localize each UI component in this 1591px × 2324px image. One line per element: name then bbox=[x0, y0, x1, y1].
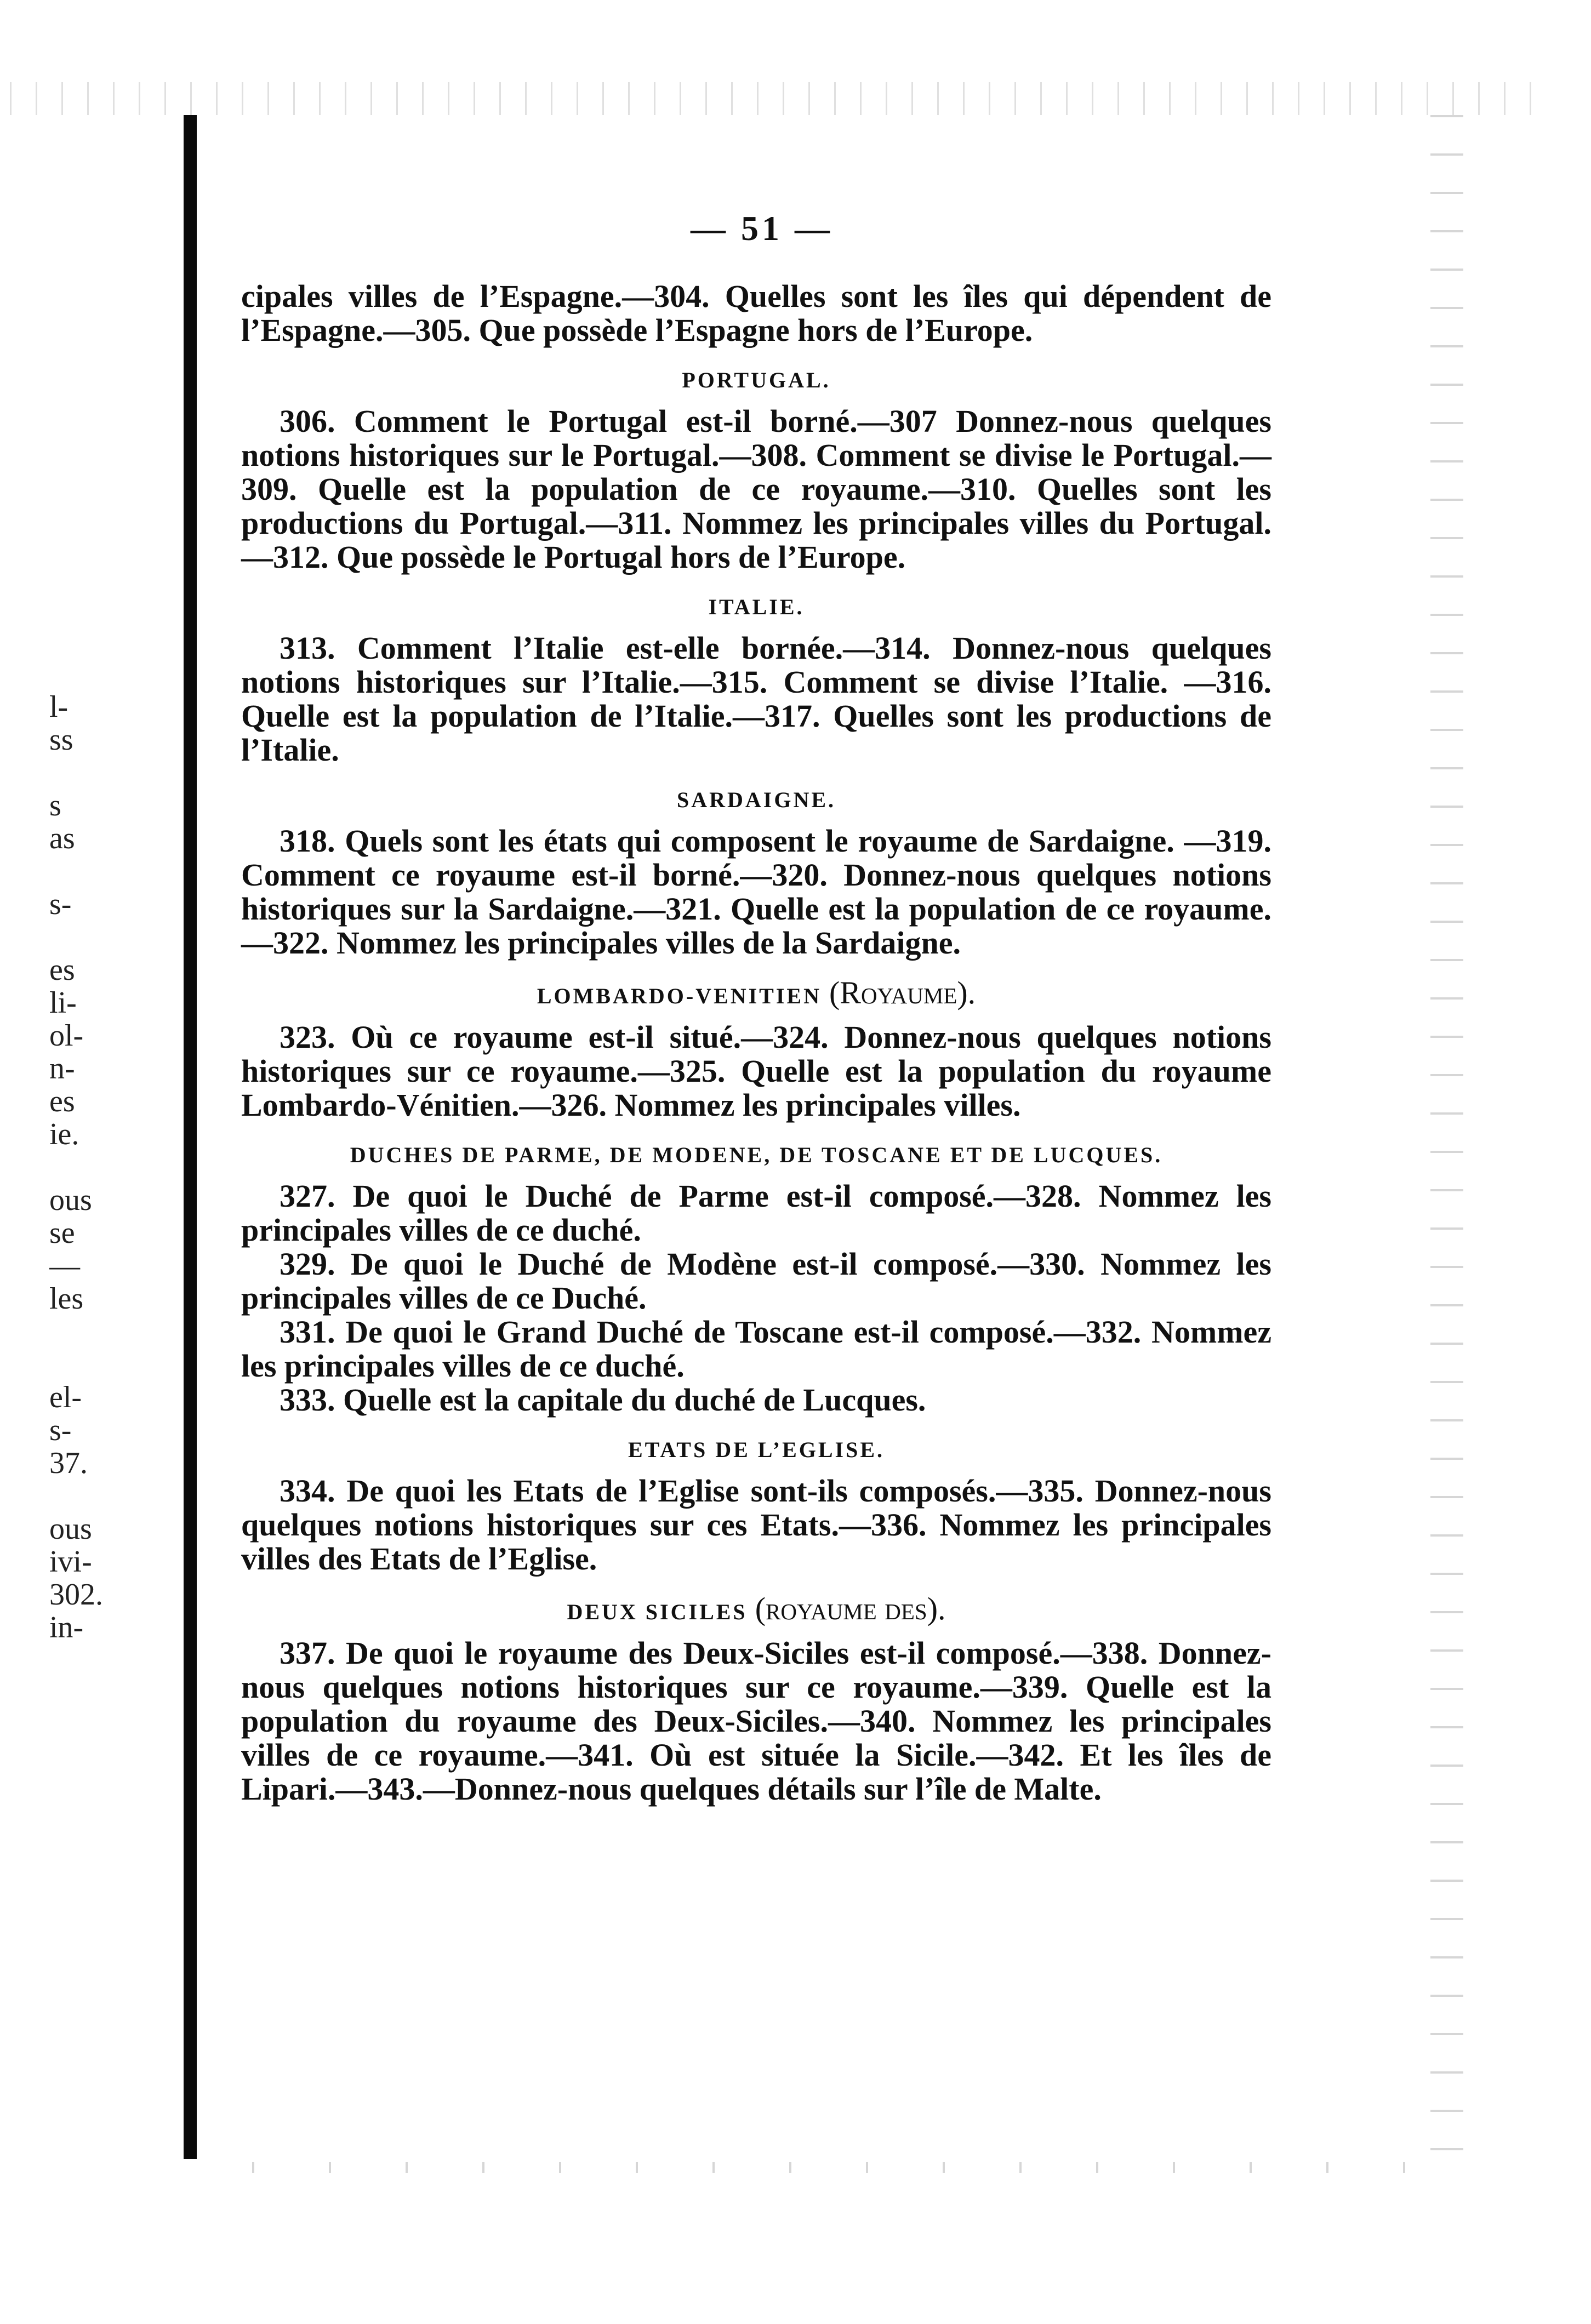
margin-fragment: ie. bbox=[49, 1118, 79, 1151]
question-paragraph: 331. De quoi le Grand Duché de Toscane est-il composé.—332. Nommez les principales villes de ce duché. bbox=[241, 1314, 1271, 1384]
question-paragraph: 327. De quoi le Duché de Parme est-il composé.—328. Nommez les principales villes de ce duché. bbox=[241, 1178, 1271, 1248]
margin-fragment bbox=[49, 756, 181, 789]
margin-fragment: n- bbox=[49, 1052, 75, 1085]
margin-fragment bbox=[49, 1315, 181, 1348]
margin-fragment: s- bbox=[49, 1414, 72, 1447]
margin-fragment: es bbox=[49, 1085, 75, 1118]
question-paragraph: 337. De quoi le royaume des Deux-Siciles est-il composé.—338. Donnez-nous quelques notions historiques sur ce royaume.—339. Quelle est la population du royaume des Deux-Siciles.—340. Nommez les principales villes de ce royaume.—341. Où est située la Sicile.—342. Et les îles de Lipari.—343.—Donnez-nous quelques détails sur l’île de Malte. bbox=[241, 1635, 1271, 1807]
question-paragraph: 333. Quelle est la capitale du duché de Lucques. bbox=[280, 1382, 926, 1418]
question-paragraph: 313. Comment l’Italie est-elle bornée.—314. Donnez-nous quelques notions historiques sur l’Italie.—315. Comment se divise l’Italie. —316. Quelle est la population de l’Italie.—317. Quelles sont les productions de l’Italie. bbox=[241, 630, 1271, 768]
question-paragraph: 306. Comment le Portugal est-il borné.—307 Donnez-nous quelques notions historiques sur le Portugal.—308. Comment se divise le Portugal.—309. Quelle est la population de ce royaume.—310. Quelles sont les productions du Portugal.—311. Nommez les principales villes du Portugal.—312. Que possède le Portugal hors de l’Europe. bbox=[241, 403, 1271, 575]
section-heading-text: DEUX SICILES bbox=[567, 1600, 748, 1624]
section-heading-text: DUCHES DE PARME, DE MODENE, DE TOSCANE ET DE LUCQUES. bbox=[350, 1143, 1163, 1167]
margin-fragment bbox=[49, 1348, 181, 1381]
section-heading bbox=[241, 1434, 1271, 1466]
question-paragraph: 318. Quels sont les états qui composent le royaume de Sardaigne. —319. Comment ce royaume est-il borné.—320. Donnez-nous quelques notions historiques sur la Sardaigne.—321. Quelle est la population de ce royaume.—322. Nommez les principales villes de la Sardaigne. bbox=[241, 823, 1271, 961]
question-paragraph: 334. De quoi les Etats de l’Eglise sont-ils composés.—335. Donnez-nous quelques notions historiques sur ces Etats.—336. Nommez les principales villes des Etats de l’Eglise. bbox=[241, 1473, 1271, 1577]
question-paragraph: 329. De quoi le Duché de Modène est-il composé.—330. Nommez les principales villes de ce Duché. bbox=[241, 1246, 1271, 1316]
margin-fragment bbox=[49, 1151, 181, 1184]
margin-fragment: 302. bbox=[49, 1578, 103, 1611]
section-heading bbox=[241, 364, 1271, 397]
section-heading bbox=[241, 591, 1271, 624]
page-number: — 51 — bbox=[691, 209, 833, 248]
margin-fragment bbox=[49, 1480, 181, 1512]
margin-fragment: s- bbox=[49, 888, 72, 921]
margin-fragment: ous bbox=[49, 1512, 92, 1545]
section-heading-extra: (Royaume). bbox=[829, 975, 976, 1010]
scan-noise-top bbox=[0, 82, 1535, 115]
section-heading-text: ITALIE. bbox=[708, 595, 805, 619]
section-heading bbox=[241, 1139, 1271, 1172]
margin-fragment: — bbox=[49, 1249, 80, 1282]
margin-fragment bbox=[49, 921, 181, 953]
section-heading-text: LOMBARDO-VENITIEN bbox=[537, 984, 822, 1008]
margin-fragment: as bbox=[49, 822, 75, 855]
margin-fragment: s bbox=[49, 789, 61, 822]
margin-fragment: in- bbox=[49, 1611, 84, 1644]
question-paragraph: 323. Où ce royaume est-il situé.—324. Donnez-nous quelques notions historiques sur ce royaume.—325. Quelle est la population du royaume Lombardo-Vénitien.—326. Nommez les principales villes. bbox=[241, 1019, 1271, 1123]
margin-fragment: ous bbox=[49, 1184, 92, 1217]
facing-page-fragments bbox=[49, 690, 181, 1644]
section-heading-text: PORTUGAL. bbox=[682, 368, 831, 392]
scan-noise-bottom bbox=[219, 2162, 1425, 2173]
main-text bbox=[241, 279, 1271, 1806]
section-heading-extra: (royaume des). bbox=[755, 1591, 946, 1626]
margin-fragment: es bbox=[49, 953, 75, 986]
margin-fragment: les bbox=[49, 1282, 84, 1315]
section-heading-text: SARDAIGNE. bbox=[676, 787, 836, 812]
margin-fragment: el- bbox=[49, 1381, 82, 1414]
margin-fragment: se bbox=[49, 1217, 75, 1249]
question-paragraph: cipales villes de l’Espagne.—304. Quelles sont les îles qui dépendent de l’Espagne.—305. Que possède l’Espagne hors de l’Europe. bbox=[241, 278, 1271, 348]
section-heading bbox=[241, 977, 1271, 1013]
margin-fragment: ivi- bbox=[49, 1545, 92, 1578]
section-heading bbox=[241, 1592, 1271, 1629]
section-heading bbox=[241, 784, 1271, 816]
margin-fragment: 37. bbox=[49, 1447, 88, 1480]
margin-fragment: ol- bbox=[49, 1019, 84, 1052]
scan-noise-right bbox=[1430, 99, 1463, 2159]
margin-fragment bbox=[49, 855, 181, 888]
section-heading-text: ETATS DE L’EGLISE. bbox=[628, 1437, 885, 1462]
margin-fragment: l- bbox=[49, 690, 69, 723]
binding-edge bbox=[184, 115, 197, 2159]
margin-fragment: li- bbox=[49, 986, 77, 1019]
margin-fragment: ss bbox=[49, 723, 73, 756]
